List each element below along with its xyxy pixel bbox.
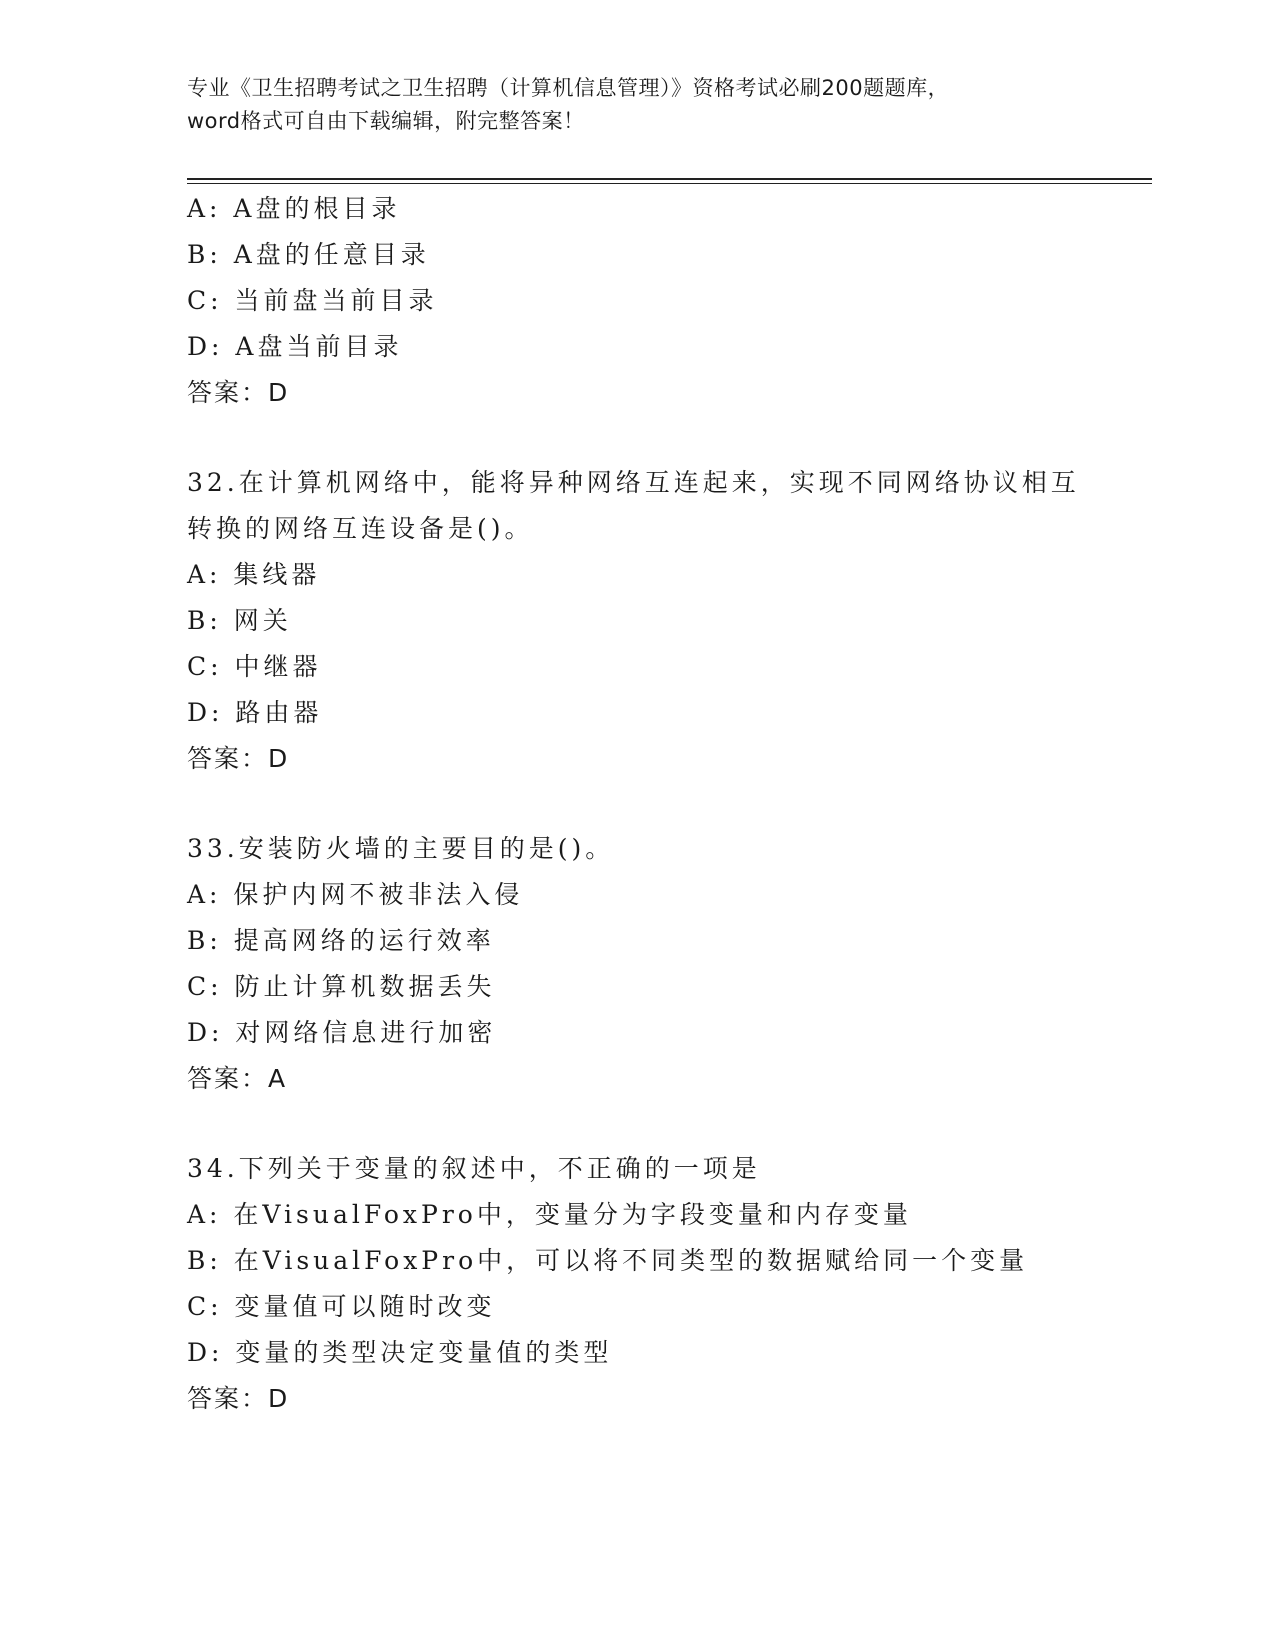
header-divider-thick: [187, 178, 1152, 180]
option-a: A: 集线器: [187, 560, 321, 589]
document-header: [187, 72, 1107, 138]
option-d: D: 对网络信息进行加密: [187, 1018, 497, 1047]
question-stem: 34.下列关于变量的叙述中，不正确的一项是: [187, 1154, 761, 1183]
question-block: [187, 826, 1147, 1102]
answer: 答案：A: [187, 1064, 288, 1093]
option-a: A: 保护内网不被非法入侵: [187, 880, 524, 909]
header-title-line-1: 专业《卫生招聘考试之卫生招聘（计算机信息管理）》资格考试必刷200题题库，: [187, 76, 950, 100]
question-stem: 转换的网络互连设备是()。: [187, 514, 534, 543]
header-divider-thin: [187, 183, 1152, 184]
option-c: C: 防止计算机数据丢失: [187, 972, 496, 1001]
answer: 答案：D: [187, 378, 290, 407]
option-c: C: 变量值可以随时改变: [187, 1292, 496, 1321]
question-block: [187, 1146, 1147, 1422]
option-c: C: 中继器: [187, 652, 322, 681]
option-d: D: 变量的类型决定变量值的类型: [187, 1338, 613, 1367]
question-block: [187, 460, 1147, 782]
option-a: A: A盘的根目录: [187, 194, 401, 223]
option-b: B: 网关: [187, 606, 292, 635]
option-d: D: A盘当前目录: [187, 332, 403, 361]
answer: 答案：D: [187, 744, 290, 773]
option-a: A: 在VisualFoxPro中，变量分为字段变量和内存变量: [187, 1200, 912, 1229]
question-stem: 32.在计算机网络中，能将异种网络互连起来，实现不同网络协议相互: [187, 468, 1080, 497]
option-c: C: 当前盘当前目录: [187, 286, 438, 315]
answer: 答案：D: [187, 1384, 290, 1413]
question-list: [187, 186, 1147, 1422]
header-title-line-2: word格式可自由下载编辑，附完整答案！: [187, 109, 585, 133]
option-b: B: 在VisualFoxPro中，可以将不同类型的数据赋给同一个变量: [187, 1246, 1029, 1275]
option-d: D: 路由器: [187, 698, 323, 727]
question-stem: 33.安装防火墙的主要目的是()。: [187, 834, 615, 863]
question-block: [187, 186, 1147, 416]
option-b: B: A盘的任意目录: [187, 240, 430, 269]
option-b: B: 提高网络的运行效率: [187, 926, 495, 955]
